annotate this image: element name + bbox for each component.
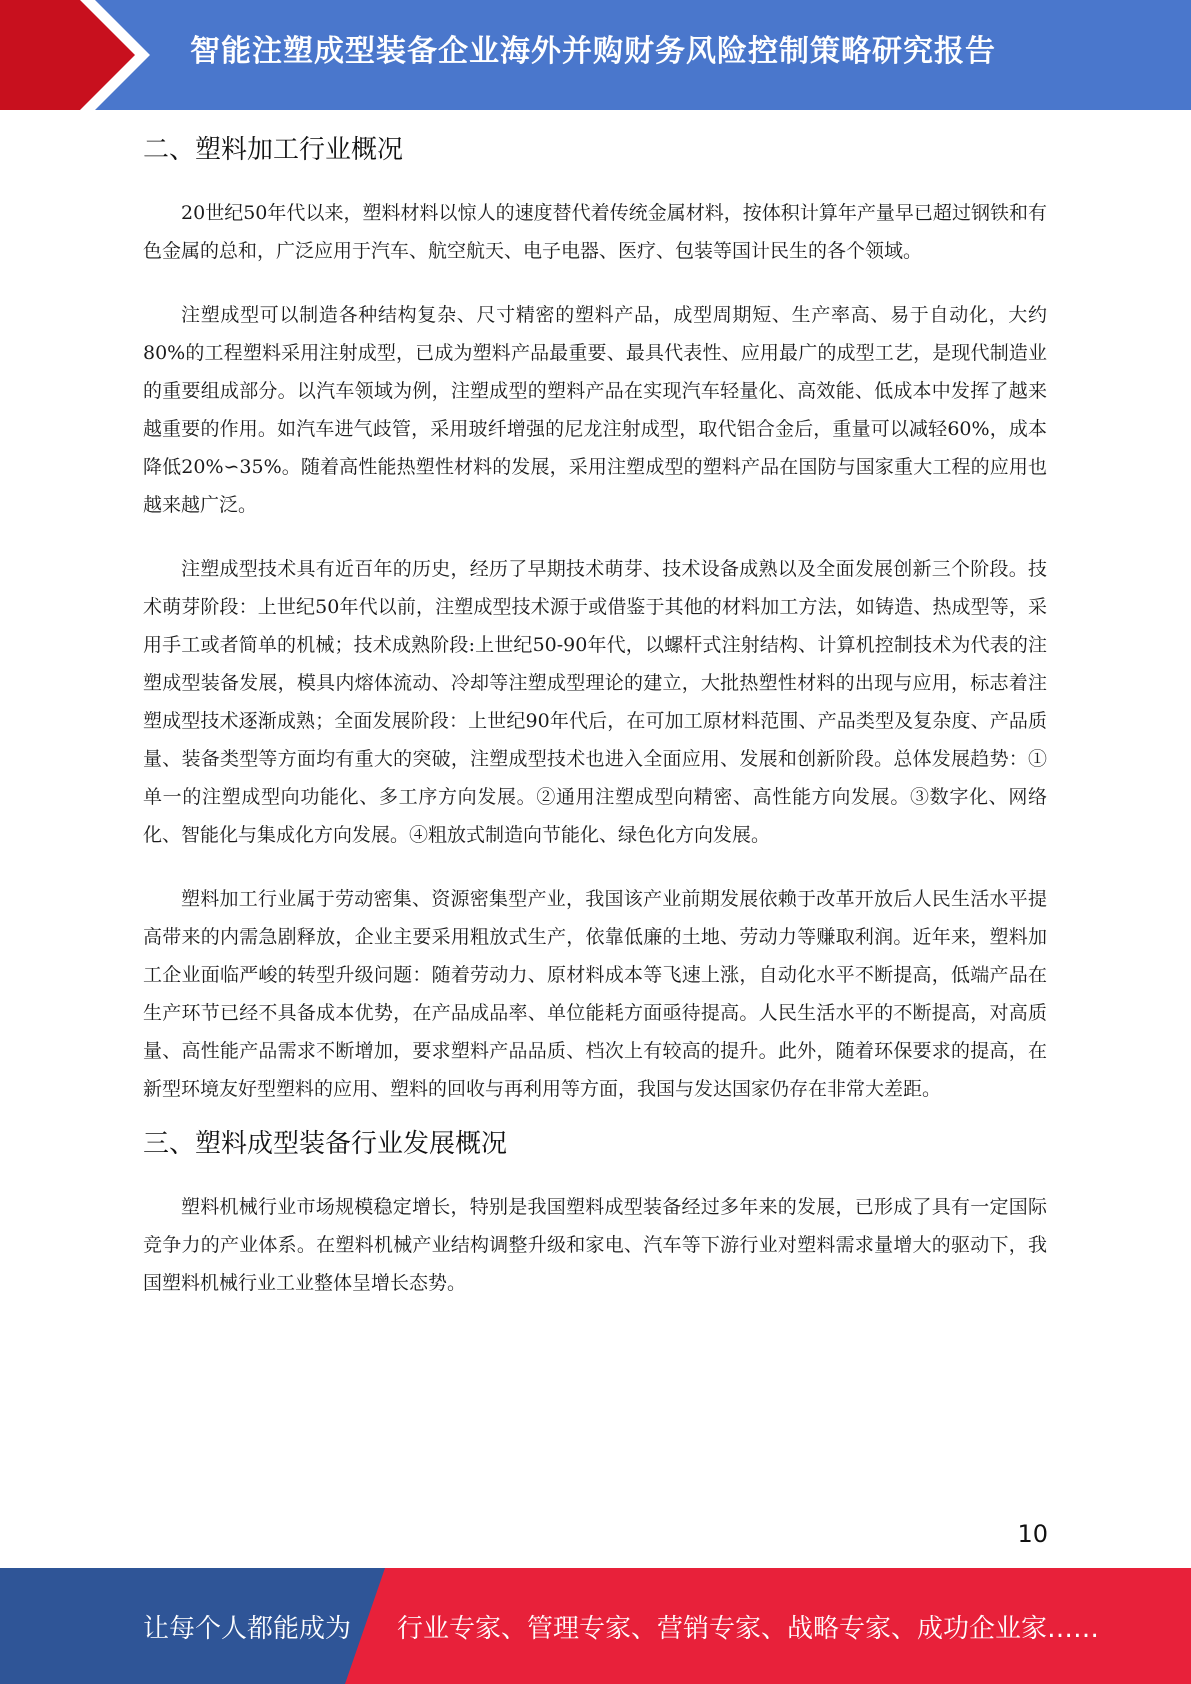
paragraph: 塑料加工行业属于劳动密集、资源密集型产业，我国该产业前期发展依赖于改革开放后人民生活水平提高带来的内需急剧释放，企业主要采用粗放式生产，依靠低廉的土地、劳动力等赚取利润。近年来，塑料加工企业面临严峻的转型升级问题：随着劳动力、原材料成本等飞速上涨，自动化水平不断提高，低端产品在生产环节已经不具备成本优势，在产品成品率、单位能耗方面亟待提高。人民生活水平的不断提高，对高质量、高性能产品需求不断增加，要求塑料产品品质、档次上有较高的提升。此外，随着环保要求的提高，在新型环境友好型塑料的应用、塑料的回收与再利用等方面，我国与发达国家仍存在非常大差距。 — [143, 888, 1047, 1100]
paragraph: 注塑成型技术具有近百年的历史，经历了早期技术萌芽、技术设备成熟以及全面发展创新三个阶段。技术萌芽阶段：上世纪50年代以前，注塑成型技术源于或借鉴于其他的材料加工方法，如铸造、热成型等，采用手工或者简单的机械；技术成熟阶段:上世纪50-90年代，以螺杆式注射结构、计算机控制技术为代表的注塑成型装备发展，模具内熔体流动、冷却等注塑成型理论的建立，大批热塑性材料的出现与应用，标志着注塑成型技术逐渐成熟；全面发展阶段：上世纪90年代后，在可加工原材料范围、产品类型及复杂度、产品质量、装备类型等方面均有重大的突破，注塑成型技术也进入全面应用、发展和创新阶段。总体发展趋势：①单一的注塑成型向功能化、多工序方向发展。②通用注塑成型向精密、高性能方向发展。③数字化、网络化、智能化与集成化方向发展。④粗放式制造向节能化、绿色化方向发展。 — [143, 558, 1047, 846]
footer-banner — [0, 1568, 1191, 1684]
header-red-chevron — [0, 0, 150, 110]
footer-slogan-left: 让每个人都能成为 — [143, 1614, 352, 1644]
footer-slogan-right: 行业专家、管理专家、营销专家、战略专家、成功企业家…… — [397, 1614, 1100, 1644]
report-title: 智能注塑成型装备企业海外并购财务风险控制策略研究报告 — [190, 34, 996, 69]
main-content — [143, 128, 1047, 1302]
paragraph: 塑料机械行业市场规模稳定增长，特别是我国塑料成型装备经过多年来的发展，已形成了具有一定国际竞争力的产业体系。在塑料机械产业结构调整升级和家电、汽车等下游行业对塑料需求量增大的驱动下，我国塑料机械行业工业整体呈增长态势。 — [143, 1196, 1047, 1294]
section-heading: 三、塑料成型装备行业发展概况 — [143, 1129, 508, 1159]
header-banner — [0, 0, 1191, 110]
page-number: 10 — [1017, 1520, 1048, 1548]
section-heading: 二、塑料加工行业概况 — [143, 135, 404, 165]
paragraph: 注塑成型可以制造各种结构复杂、尺寸精密的塑料产品，成型周期短、生产率高、易于自动化，大约80%的工程塑料采用注射成型，已成为塑料产品最重要、最具代表性、应用最广的成型工艺，是现代制造业的重要组成部分。以汽车领域为例，注塑成型的塑料产品在实现汽车轻量化、高效能、低成本中发挥了越来越重要的作用。如汽车进气歧管，采用玻纤增强的尼龙注射成型，取代铝合金后，重量可以减轻60%，成本降低20%∽35%。随着高性能热塑性材料的发展，采用注塑成型的塑料产品在国防与国家重大工程的应用也越来越广泛。 — [143, 304, 1047, 516]
paragraph: 20世纪50年代以来，塑料材料以惊人的速度替代着传统金属材料，按体积计算年产量早已超过钢铁和有色金属的总和，广泛应用于汽车、航空航天、电子电器、医疗、包装等国计民生的各个领域。 — [143, 202, 1047, 262]
